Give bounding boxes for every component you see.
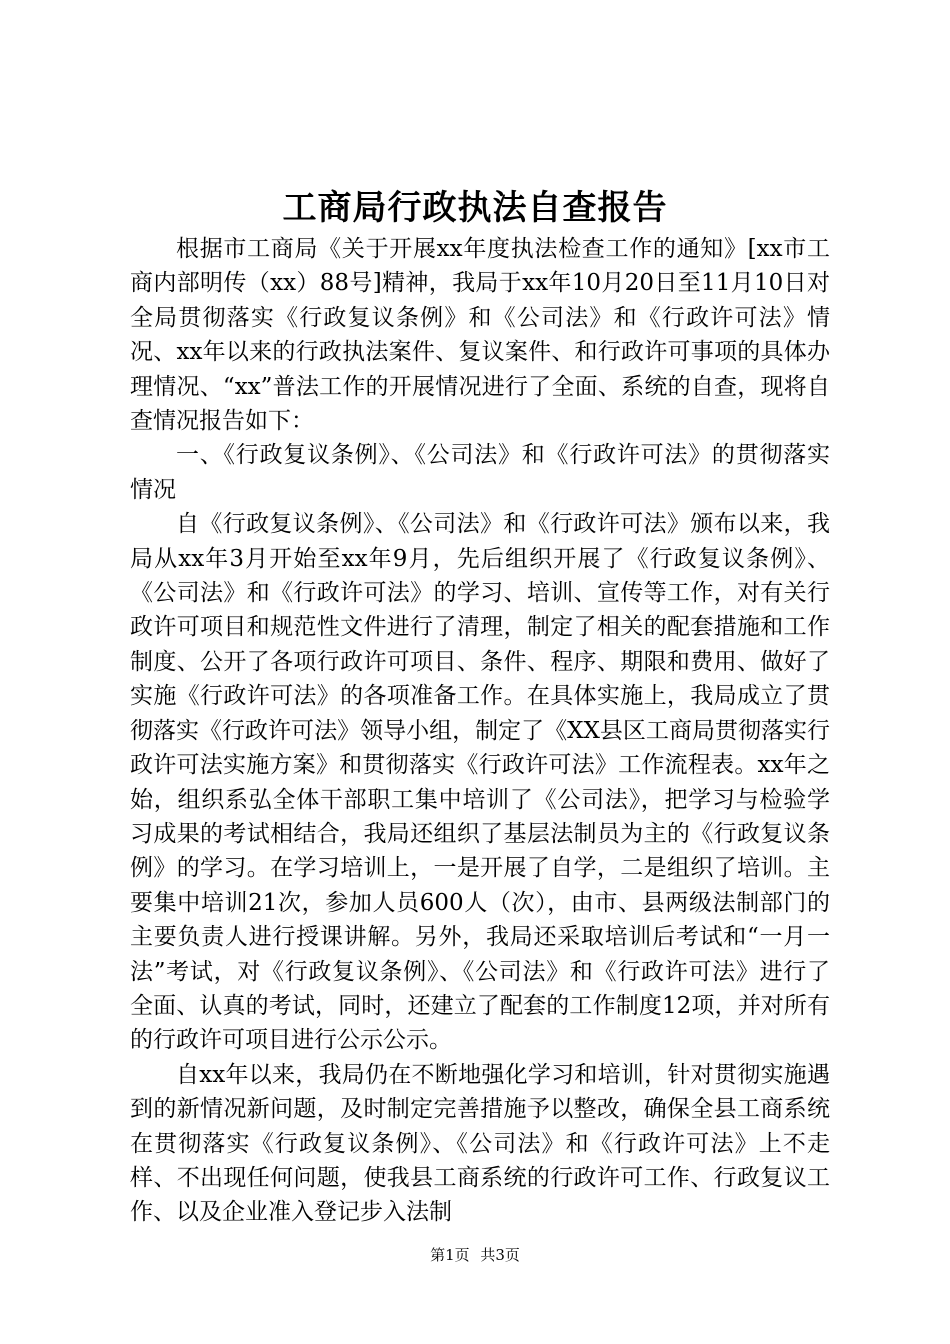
document-title: 工商局行政执法自查报告 <box>282 188 668 228</box>
paragraph-intro: 根据市工商局《关于开展xx年度执法检查工作的通知》[xx市工商内部明传（xx）88号]精神，我局于xx年10月20日至11月10日对全局贯彻落实《行政复议条例》和《公司法》和《行政许可法》情况、xx年以来的行政执法案件、复议案件、和行政许可事项的具体办理情况、“xx”普法工作的开展情况进行了全面、系统的自查，现将自查情况报告如下： <box>130 236 830 435</box>
paragraph-implementation: 自《行政复议条例》、《公司法》和《行政许可法》颁布以来，我局从xx年3月开始至xx年9月，先后组织开展了《行政复议条例》、《公司法》和《行政许可法》的学习、培训、宣传等工作，对有关行政许可项目和规范性文件进行了清理，制定了相关的配套措施和工作制度、公开了各项行政许可项目、条件、程序、期限和费用、做好了实施《行政许可法》的各项准备工作。在具体实施上，我局成立了贯彻落实《行政许可法》领导小组，制定了《XX县区工商局贯彻落实行政许可法实施方案》和贯彻落实《行政许可法》工作流程表。xx年之始，组织系弘全体干部职工集中培训了《公司法》，把学习与检验学习成果的考试相结合，我局还组织了基层法制员为主的《行政复议条例》的学习。在学习培训上，一是开展了自学，二是组织了培训。主要集中培训21次，参加人员600人（次），由市、县两级法制部门的主要负责人进行授课讲解。另外，我局还采取培训后考试和“一月一法”考试，对《行政复议条例》、《公司法》和《行政许可法》进行了全面、认真的考试，同时，还建立了配套的工作制度12项，并对所有的行政许可项目进行公示公示。 <box>130 511 830 1054</box>
document-body <box>130 232 830 1230</box>
page-total: 共3页 <box>480 1246 520 1264</box>
paragraph-ongoing: 自xx年以来，我局仍在不断地强化学习和培训，针对贯彻实施遇到的新情况新问题，及时制定完善措施予以整改，确保全县工商系统在贯彻落实《行政复议条例》、《公司法》和《行政许可法》上不走样、不出现任何问题，使我县工商系统的行政许可工作、行政复议工作、以及企业准入登记步入法制 <box>130 1061 830 1226</box>
page-footer <box>0 1244 950 1266</box>
section-heading: 一、《行政复议条例》、《公司法》和《行政许可法》的贯彻落实情况 <box>130 442 830 503</box>
page-number: 第1页 <box>430 1246 470 1264</box>
